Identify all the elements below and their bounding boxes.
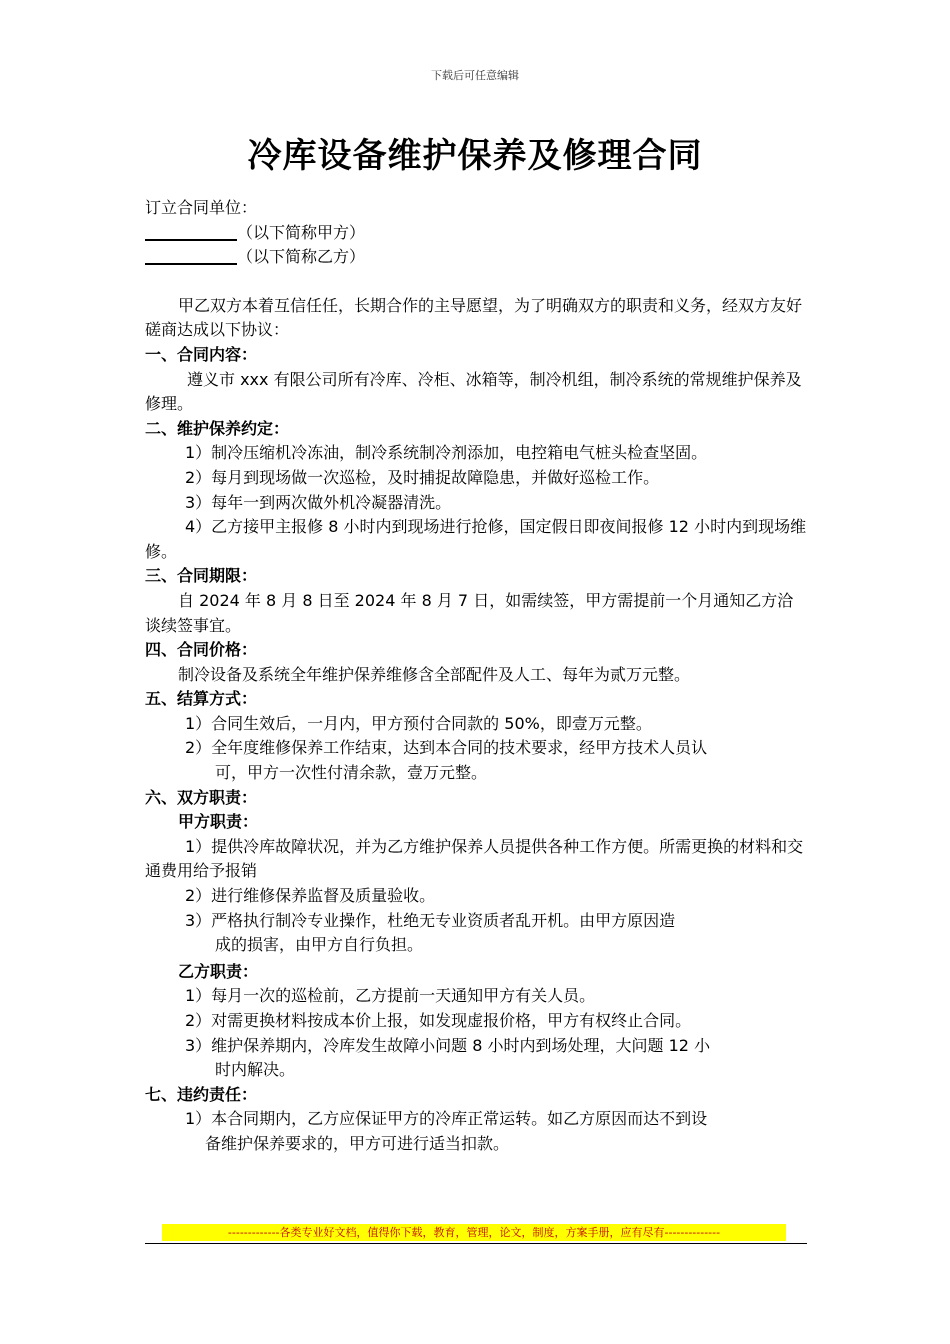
- section-5-heading: 五、结算方式：: [145, 689, 258, 709]
- section-2-item-3: 3）每年一到两次做外机冷凝器清洗。: [185, 492, 452, 512]
- party-a-duty-3-cont: 成的损害，由甲方自行负担。: [215, 935, 424, 955]
- header-note: 下载后可任意编辑: [431, 69, 519, 82]
- party-b-duty-3: 3）维护保养期内，冷库发生故障小问题 8 小时内到场处理，大问题 12 小: [185, 1035, 711, 1055]
- section-6-heading: 六、双方职责：: [145, 787, 258, 807]
- party-a-duty-3: 3）严格执行制冷专业操作，杜绝无专业资质者乱开机。由甲方原因造: [185, 910, 676, 930]
- section-2-heading: 二、维护保养约定：: [145, 418, 290, 438]
- party-b-blank: [145, 246, 237, 265]
- section-1-heading: 一、合同内容：: [145, 344, 258, 364]
- party-a-blank: [145, 222, 237, 241]
- section-2-item-2: 2）每月到现场做一次巡检，及时捕捉故障隐患，并做好巡检工作。: [185, 467, 660, 487]
- footer-divider: [145, 1243, 807, 1244]
- section-2-item-4: 4）乙方接甲主报修 8 小时内到现场进行抢修，国定假日即夜间报修 12 小时内到现场维修。: [145, 517, 807, 561]
- party-a-duties-heading: 甲方职责：: [178, 812, 259, 832]
- party-a-note: （以下简称甲方）: [237, 222, 366, 242]
- section-5-item-2: 2）全年度维修保养工作结束，达到本合同的技术要求，经甲方技术人员认: [185, 738, 708, 758]
- party-b-line: [145, 245, 807, 270]
- party-b-duties-heading: 乙方职责：: [178, 961, 259, 981]
- section-1-text: 遵义市 xxx 有限公司所有冷库、冷柜、冰箱等，制冷机组，制冷系统的常规维护保养及修理。: [145, 369, 802, 414]
- section-3-heading: 三、合同期限：: [145, 566, 258, 586]
- document-title: 冷库设备维护保养及修理合同: [247, 136, 703, 176]
- section-3-text: 自 2024 年 8 月 8 日至 2024 年 8 月 7 日，如需续签，甲方需提前一个月通知乙方洽谈续签事宜。: [145, 590, 794, 635]
- contract-body: [145, 196, 807, 1157]
- party-a-duty-2: 2）进行维修保养监督及质量验收。: [185, 886, 436, 906]
- party-a-duty-1: 1）提供冷库故障状况，并为乙方维护保养人员提供各种工作方便。所需更换的材料和交通费用给予报销: [145, 836, 804, 881]
- party-b-duty-1: 1）每月一次的巡检前，乙方提前一天通知甲方有关人员。: [185, 986, 596, 1006]
- section-7-item-1-cont: 备维护保养要求的，甲方可进行适当扣款。: [205, 1133, 510, 1153]
- section-7-item-1: 1）本合同期内，乙方应保证甲方的冷库正常运转。如乙方原因而达不到设: [185, 1109, 708, 1129]
- section-5-item-1: 1）合同生效后，一月内，甲方预付合同款的 50%，即壹万元整。: [185, 713, 652, 733]
- party-b-note: （以下简称乙方）: [237, 247, 366, 267]
- section-2-item-1: 1）制冷压缩机冷冻油，制冷系统制冷剂添加，电控箱电气桩头检查坚固。: [185, 443, 708, 463]
- section-4-heading: 四、合同价格：: [145, 640, 258, 660]
- section-4-text: 制冷设备及系统全年维护保养维修含全部配件及人工、每年为贰万元整。: [178, 664, 691, 684]
- section-5-item-2-cont: 可，甲方一次性付清余款，壹万元整。: [215, 763, 488, 783]
- section-7-heading: 七、违约责任：: [145, 1084, 258, 1104]
- parties-label: 订立合同单位：: [145, 198, 258, 217]
- party-b-duty-2: 2）对需更换材料按成本价上报，如发现虚报价格，甲方有权终止合同。: [185, 1011, 692, 1030]
- party-b-duty-3-cont: 时内解决。: [215, 1060, 296, 1080]
- spacer: [145, 270, 807, 294]
- party-a-line: [145, 221, 807, 246]
- intro-paragraph: 甲乙双方本着互信任任，长期合作的主导愿望，为了明确双方的职责和义务，经双方友好磋商达成以下协议：: [145, 295, 803, 340]
- footer-banner: -------------各类专业好文档，值得你下载，教育，管理，论文，制度，方案手册，应有尽有--------------: [162, 1224, 786, 1241]
